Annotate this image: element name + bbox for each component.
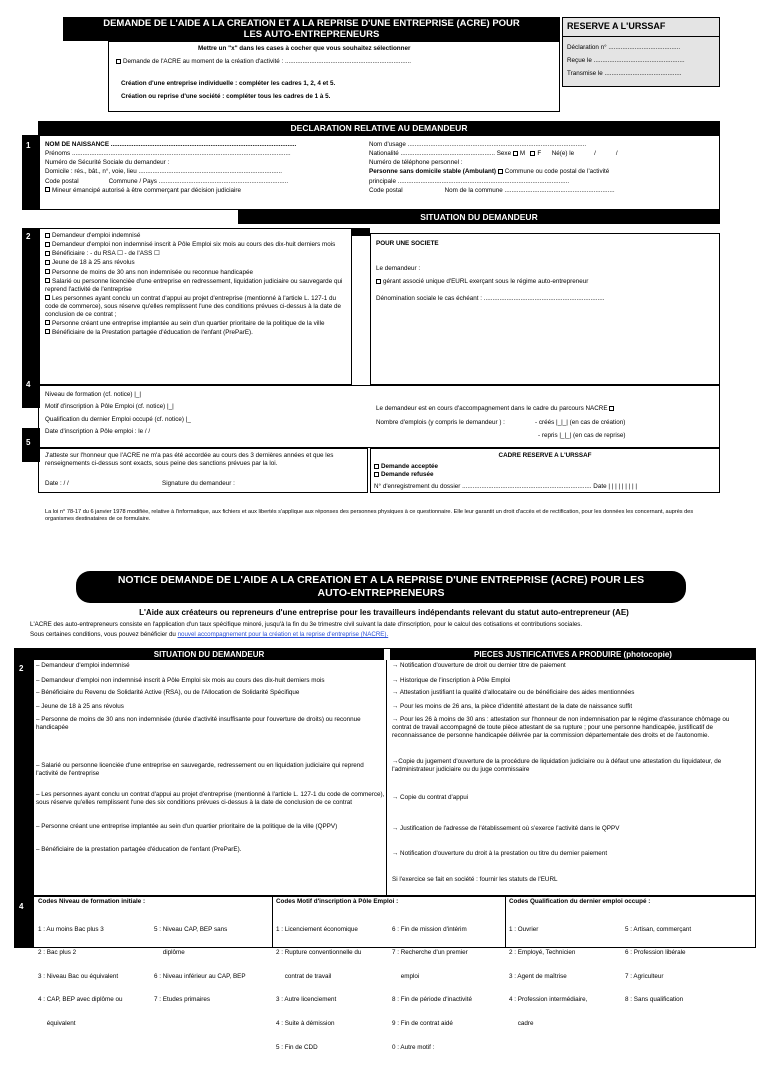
- birth-date-field[interactable]: Né(e) le: [551, 150, 575, 158]
- first-names-field[interactable]: Prénoms .............................................................................................................................: [45, 150, 291, 158]
- section-3-number: 3: [356, 229, 361, 238]
- notice-subtitle: L'Aide aux créateurs ou repreneurs d'une entreprise pour les travailleurs indépendants relevant du statut auto-entrepreneur (AE): [139, 608, 629, 617]
- accepted-checkbox[interactable]: [374, 464, 379, 469]
- code-list: 1 : Au moins Bac plus 3 2 : Bac plus 2 3 : Niveau Bac ou équivalent 4 : CAP, BEP avec diplôme ou équivalent: [38, 925, 123, 1028]
- honour-statement: J'atteste sur l'honneur que l'ACRE ne m'a pas été accordée au cours des 3 dernières années et que les renseignements ci-dessus sont exacts, sous peine des sanctions prévues par la loi.: [45, 452, 334, 467]
- birth-name-field[interactable]: NOM DE NAISSANCE ..........................................................................................................: [45, 141, 297, 148]
- code-list: 1 : Licenciement économique 2 : Rupture conventionnelle du contrat de travail 3 : Autre licenciement 4 : Suite à démission 5 : Fin de CDD: [276, 925, 362, 1051]
- situation-header: SITUATION DU DEMANDEUR: [238, 210, 720, 224]
- nationality-field[interactable]: Nationalité ......................................................: [369, 150, 495, 158]
- legal-notice: La loi n° 78-17 du 6 janvier 1978 modifiée, relative à l'informatique, aux fichiers et aux libertés s'applique aux réponses des personnes physiques à ce questionnaire. Elle leur garantit un droit d'accès et de rectification, pour les données les concernant, auprès des organismes destinataires de ce formulaire.: [45, 509, 694, 522]
- nacre-line: Le demandeur est en cours d'accompagnement dans le cadre du parcours NACRE: [376, 405, 616, 413]
- nacre-checkbox[interactable]: [609, 406, 614, 411]
- declaration-header: DECLARATION RELATIVE AU DEMANDEUR: [38, 121, 720, 135]
- section-5-number: 5: [26, 438, 31, 447]
- company-name-field[interactable]: Dénomination sociale le cas échéant : .....................................................................: [376, 295, 605, 302]
- individual-note: Création d'une entreprise individuelle : compléter les cadres 1, 2, 4 et 5.: [121, 80, 336, 87]
- notice-intro: L'ACRE des auto-entrepreneurs consiste en l'application d'un taux spécifique minoré, jusqu'à la fin du 3e trimestre civil suivant la date d'inscription, pour le calcul des cotisations et contributions sociales.: [30, 621, 583, 628]
- situation-item[interactable]: Bénéficiaire de la Prestation partagée d'éducation de l'enfant (PreParE).: [45, 329, 348, 337]
- received-date[interactable]: Reçue le ....................................................: [567, 57, 685, 64]
- code-list: 5 : Artisan, commerçant 6 : Profession libérale 7 : Agriculteur 8 : Sans qualification: [625, 925, 692, 1004]
- homeless-checkbox[interactable]: [498, 169, 503, 174]
- usage-name-field[interactable]: Nom d'usage ......................................................................................................: [369, 141, 587, 148]
- activity-postal-field[interactable]: Code postal: [369, 186, 403, 194]
- request-refused: Demande refusée: [374, 471, 434, 479]
- section-4-number: 4: [26, 380, 31, 389]
- code-list: 6 : Fin de mission d'intérim 7 : Recherche d'un premier emploi 8 : Fin de période d'inactivité 9 : Fin de contrat aidé 0 : Autre motif :: [392, 925, 472, 1051]
- eurl-manager-checkbox[interactable]: [376, 279, 381, 284]
- situation-checklist: [45, 232, 348, 338]
- mark-note: Mettre un "x" dans les cases à cocher que vous souhaitez sélectionner: [198, 45, 411, 52]
- situation-item[interactable]: Salarié ou personne licenciée d'une entreprise en redressement, liquidation judiciaire ou sauvegarde qui reprend l'activité de l'entreprise: [45, 277, 343, 293]
- notice-intro-2: Sous certaines conditions, vous pouvez bénéficier du nouvel accompagnement pour la création et la reprise d'entreprise (NACRE).: [30, 631, 389, 638]
- refused-checkbox[interactable]: [374, 472, 379, 477]
- jobs-taken-over-field[interactable]: - repris |_|_| (en cas de reprise): [538, 432, 626, 439]
- section-3-box: [370, 233, 720, 385]
- col-pieces-header: PIECES JUSTIFICATIVES A PRODUIRE (photocopie): [390, 649, 756, 660]
- eurl-manager: gérant associé unique d'EURL exerçant sous le régime auto-entrepreneur: [376, 278, 588, 286]
- declaration-number[interactable]: Déclaration n° .........................................: [567, 44, 681, 51]
- section-1-number: 1: [26, 141, 31, 150]
- activity-commune-name-field[interactable]: Nom de la commune ...............................................................: [444, 186, 615, 194]
- education-level-field[interactable]: Niveau de formation (cf. notice) |_|: [45, 391, 142, 398]
- situation-item[interactable]: Personne de moins de 30 ans non indemnisée ou reconnue handicapée: [45, 269, 348, 277]
- urssaf-reserve-title: RESERVE A L'URSSAF: [567, 21, 666, 31]
- last-job-qualification-field[interactable]: Qualification du dernier Emploi occupé (cf. notice) |_: [45, 415, 191, 423]
- situation-item[interactable]: Bénéficiaire : - du RSA ☐ - de l'ASS ☐: [45, 250, 348, 258]
- signature-date-field[interactable]: Date : / /: [45, 480, 69, 487]
- jobs-count-label: Nombre d'emplois (y compris le demandeur ) :: [376, 419, 505, 426]
- emancipated-minor: Mineur émancipé autorisé à être commerçant par décision judiciaire: [45, 187, 355, 195]
- address-field[interactable]: Domicile : rés., bât., n°, voie, lieu ..................................................................................: [45, 168, 282, 176]
- situation-item[interactable]: Jeune de 18 à 25 ans révolus: [45, 259, 348, 267]
- section-1-left: [45, 141, 355, 196]
- city-country-field[interactable]: Commune / Pays ..........................................................................: [108, 177, 289, 185]
- phone-field[interactable]: Numéro de téléphone personnel :: [369, 159, 463, 167]
- form-title: DEMANDE DE L'AIDE A LA CREATION ET A LA REPRISE D'UNE ENTREPRISE (ACRE) POUR LES AUTO-ENTREPRENEURS: [63, 17, 560, 41]
- notice-title: NOTICE DEMANDE DE L'AIDE A LA CREATION ET A LA REPRISE D'UNE ENTREPRISE (ACRE) POUR LES AUTO-ENTREPRENEURS: [76, 571, 686, 603]
- situation-item[interactable]: Demandeur d'emploi indemnisé: [45, 232, 348, 240]
- section-2-number: 2: [26, 232, 31, 241]
- notice-section-2-number: 2: [19, 664, 24, 673]
- request-accepted: Demande acceptée: [374, 463, 438, 471]
- sex-f-checkbox[interactable]: [530, 151, 535, 156]
- code-list: 5 : Niveau CAP, BEP sans diplôme 6 : Niveau inférieur au CAP, BEP 7 : Etudes primaires: [154, 925, 246, 1004]
- situation-item[interactable]: Demandeur d'emploi non indemnisé inscrit à Pôle Emploi six mois au cours des dix-huit derniers mois: [45, 241, 348, 249]
- social-security-field[interactable]: Numéro de Sécurité Sociale du demandeur :: [45, 159, 170, 167]
- company-note: Création ou reprise d'une société : compléter tous les cadres de 1 à 5.: [121, 93, 331, 100]
- transmitted-date[interactable]: Transmise le ............................................: [567, 70, 682, 77]
- section-4-left: [45, 391, 191, 437]
- applicant-label: Le demandeur :: [376, 265, 421, 272]
- acre-request-checkbox[interactable]: [116, 59, 121, 64]
- sex-m-checkbox[interactable]: [513, 151, 518, 156]
- situation-item[interactable]: Les personnes ayant conclu un contrat d'appui au projet d'entreprise (mentionné à l'article L. 127-1 du code de commerce), sous réserve qu'elles remplissent l'une des conditions prévues ci-dessus à la date de conclusion de ce contrat ;: [45, 294, 342, 318]
- registration-reason-field[interactable]: Motif d'inscription à Pôle Emploi (cf. notice) |_|: [45, 403, 174, 411]
- notice-section-4-number: 4: [19, 902, 24, 911]
- code-list: 1 : Ouvrier 2 : Employé, Technicien 3 : Agent de maîtrise 4 : Profession intermédiaire, cadre: [509, 925, 588, 1028]
- section-1-right: Nom d'usage ...................................................................................................... Nationalité ...................................................... Sexe M F Né(e) le / / Numéro de téléphone personnel : Personne sans domicile stable (Ambulant) Commune ou code postal de l'activité principale .................................................................................................. Code postal Nom de la commune ...............................................................: [369, 141, 714, 196]
- signature-field[interactable]: Signature du demandeur :: [162, 480, 235, 487]
- registration-date-field[interactable]: Date d'inscription à Pôle emploi : le / /: [45, 428, 151, 436]
- company-heading: POUR UNE SOCIETE: [376, 240, 439, 247]
- urssaf-frame-title: CADRE RESERVE A L'URSSAF: [498, 452, 592, 459]
- situation-item[interactable]: Personne créant une entreprise implantée au sein d'un quartier prioritaire de la politique de la ville: [45, 320, 348, 328]
- emancipated-minor-checkbox[interactable]: [45, 187, 50, 192]
- nacre-link[interactable]: nouvel accompagnement pour la création et la reprise d'entreprise (NACRE).: [177, 631, 389, 638]
- activity-commune-field[interactable]: principale ..................................................................................................: [369, 177, 570, 185]
- postal-code-field[interactable]: Code postal: [45, 177, 79, 185]
- file-registration-field[interactable]: N° d'enregistrement du dossier .......................................................................... Date | | | | | | | | |: [374, 483, 638, 490]
- col-situation-header: SITUATION DU DEMANDEUR: [34, 649, 384, 660]
- acre-request-line: Demande de l'ACRE au moment de la création d'activité : ........................................................................: [116, 58, 411, 66]
- jobs-created-field[interactable]: - créés |_|_| (en cas de création): [535, 419, 626, 426]
